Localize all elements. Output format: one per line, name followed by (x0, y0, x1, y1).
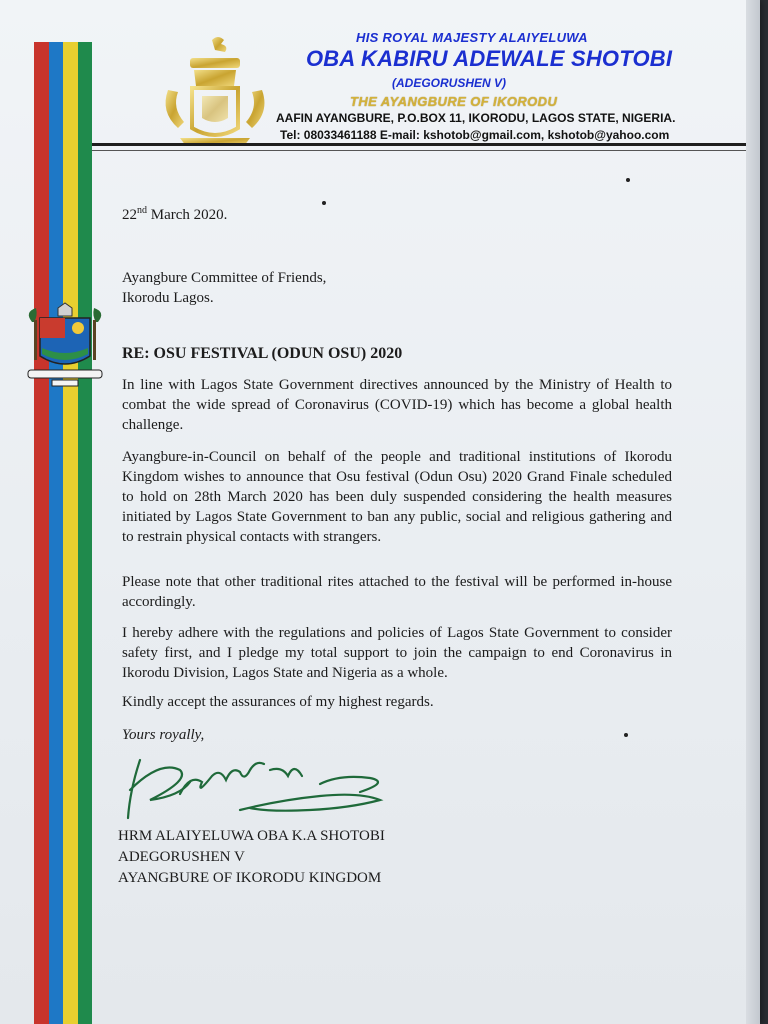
letterhead-name: OBA KABIRU ADEWALE SHOTOBI (306, 46, 673, 71)
stripe-yellow (63, 42, 78, 1024)
signoff-title: ADEGORUSHEN V (118, 849, 245, 865)
lagos-state-coat-of-arms-icon (22, 302, 108, 392)
header-rule (92, 143, 746, 146)
letterhead-address: AAFIN AYANGBURE, P.O.BOX 11, IKORODU, LAGOS STATE, NIGERIA. (276, 111, 676, 125)
closing: Yours royally, (122, 727, 205, 743)
letter-subject: RE: OSU FESTIVAL (ODUN OSU) 2020 (122, 345, 403, 362)
letterhead-subtitle: (ADEGORUSHEN V) (392, 76, 507, 90)
paragraph-5: Kindly accept the assurances of my highest regards. (122, 694, 434, 710)
stripe-blue (49, 42, 64, 1024)
paper-speck (624, 733, 628, 737)
recipient-line: Ikorodu Lagos. (122, 290, 214, 306)
paper-speck (626, 178, 630, 182)
letterhead-contact: Tel: 08033461188 E-mail: kshotob@gmail.com, kshotob@yahoo.com (280, 128, 670, 142)
signoff-block (118, 826, 385, 889)
date-suffix: nd (137, 205, 147, 216)
paragraph-4: I hereby adhere with the regulations and policies of Lagos State Government to consider safety first, and I pledge my total support to join the campaign to end Coronavirus in Ikorodu Division, Lagos State and Nigeria as a whole. (122, 625, 672, 681)
color-stripes (34, 42, 92, 1024)
signoff-name: HRM ALAIYELUWA OBA K.A SHOTOBI (118, 828, 385, 844)
letter-date (122, 201, 227, 225)
stripe-green (78, 42, 93, 1024)
recipient-address (122, 268, 326, 308)
handwritten-signature-icon (120, 750, 400, 830)
header-rule-thin (92, 150, 746, 151)
letterhead-title-line: HIS ROYAL MAJESTY ALAIYELUWA (356, 30, 588, 45)
paper-edge (746, 0, 760, 1024)
signoff-position: AYANGBURE OF IKORODU KINGDOM (118, 870, 382, 886)
letterhead-gold-title: THE AYANGBURE OF IKORODU (350, 94, 558, 109)
paper-speck (322, 201, 326, 205)
paragraph-2: Ayangbure-in-Council on behalf of the people and traditional institutions of Ikorodu Kingdom wishes to announce that Osu festival (Odun Osu) 2020 Grand Finale scheduled to hold on 28th March 2020 has been duly suspended considering the health measures initiated by Lagos State Government to ban any public, social and religious gathering and to restrain physical contacts with strangers. (122, 449, 672, 545)
paragraph-1: In line with Lagos State Government directives announced by the Ministry of Health to combat the wide spread of Coronavirus (COVID-19) which has become a global health challenge. (122, 377, 672, 433)
royal-crest-icon (150, 30, 280, 160)
paragraph-3: Please note that other traditional rites attached to the festival will be performed in-house accordingly. (122, 574, 672, 610)
stripe-red (34, 42, 49, 1024)
recipient-line: Ayangbure Committee of Friends, (122, 270, 327, 286)
date-day: 22 (122, 207, 137, 223)
date-rest: March 2020. (147, 207, 228, 223)
